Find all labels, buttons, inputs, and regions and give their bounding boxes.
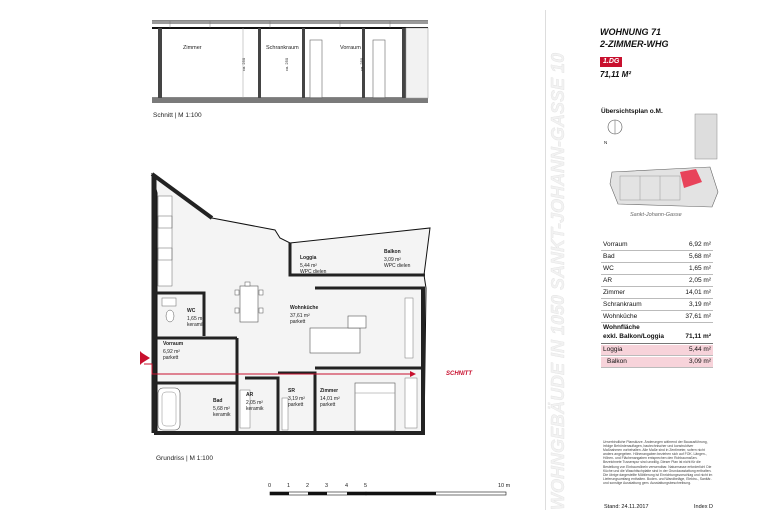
total-label-2: exkl. Balkon/Loggia [603,333,665,340]
vorraum-floor: parkett [163,355,179,361]
area-name: Schrankraum [603,301,642,308]
balkon-area: 3,09 m² [384,257,401,263]
vertical-banner [536,10,578,510]
wc-name: WC [187,308,196,314]
vorraum-name: Vorraum [163,341,184,347]
area-row-schrankraum [601,300,713,311]
area-row-zimmer [601,288,713,299]
index-label: Index D [694,504,713,510]
area-row-wc [601,264,713,275]
area-value: 3,19 m² [688,301,711,308]
area-name: Vorraum [603,241,628,248]
wohnkueche-floor: parkett [290,319,306,325]
area-value: 1,65 m² [688,265,711,272]
vertical-banner-text: WOHNGEBÄUDE IN 1050 SANKT-JOHANN-GASSE 10 [548,52,568,510]
balkon-floor: WPC dielen [384,263,411,269]
area-value: 2,05 m² [688,277,711,284]
zimmer-name: Zimmer [320,388,339,394]
sr-area: 3,19 m² [288,396,305,402]
zimmer-floor: parkett [320,402,336,408]
total-label-1: Wohnfläche [603,324,640,331]
section-room-2: Schrankraum [266,45,299,51]
ar-floor: keramik [246,406,264,412]
plan-caption: Grundriss | M 1:100 [156,455,213,462]
apartment-area: 71,11 M² [600,70,631,79]
area-name: AR [603,277,613,284]
north-label: N [604,140,608,145]
scale-bar [265,490,515,502]
area-name: Bad [603,253,615,260]
area-row-wohnkueche [601,312,713,323]
area-name: Wohnküche [603,313,638,320]
schnitt-label: SCHNITT [446,371,472,377]
balkon-name: Balkon [384,249,401,255]
apartment-type: 2-ZIMMER-WHG [600,39,669,49]
section-drawing [150,18,440,118]
scale-tick-5: 5 [364,483,368,489]
loggia-floor: WPC dielen [300,269,327,275]
section-height-1: ca. 250 [241,57,247,72]
wc-floor: keramik [187,322,205,328]
area-value: 3,09 m² [688,358,711,365]
section-height-3: ca. 250 [359,57,365,72]
date-stamp: Stand: 24.11.2017 [604,504,649,510]
area-row-vorraum [601,240,713,251]
overview-title: Übersichtsplan o.M. [601,108,663,115]
street-label: Sankt-Johann-Gasse [630,212,682,218]
bad-name: Bad [213,398,223,404]
section-room-3: Vorraum [340,45,361,51]
area-value: 14,01 m² [685,289,711,296]
apartment-title: WOHNUNG 71 [600,27,662,37]
area-name: WC [603,265,614,272]
scale-tick-4: 4 [345,483,349,489]
area-row-balkon [601,357,713,368]
total-value: 71,11 m² [685,333,711,340]
wc-area: 1,65 m² [187,316,204,322]
area-name: Loggia [603,346,623,353]
area-row-ar [601,276,713,287]
scale-tick-0: 0 [268,483,272,489]
section-caption: Schnitt | M 1:100 [153,112,202,119]
floor-badge-text: 1.DG [603,58,620,65]
scale-tick-2: 2 [306,483,310,489]
total-row [601,323,713,344]
sr-floor: parkett [288,402,304,408]
section-height-2: ca. 250 [284,57,290,72]
area-name: Balkon [607,358,627,365]
loggia-name: Loggia [300,255,317,261]
floor-badge [600,57,622,67]
wohnkueche-name: Wohnküche [290,305,319,311]
scale-tick-3: 3 [325,483,329,489]
area-value: 37,61 m² [685,313,711,320]
area-row-loggia [601,345,713,356]
area-value: 5,68 m² [688,253,711,260]
area-value: 5,44 m² [688,346,711,353]
vorraum-area: 6,92 m² [163,349,180,355]
bad-area: 5,68 m² [213,406,230,412]
loggia-area: 5,44 m² [300,263,317,269]
area-value: 6,92 m² [688,241,711,248]
section-room-1: Zimmer [183,45,202,51]
area-name: Zimmer [603,289,626,296]
ar-name: AR [246,392,254,398]
wohnkueche-area: 37,61 m² [290,313,310,319]
overview-map [600,112,720,222]
scale-end: 10 m [498,483,511,489]
scale-tick-1: 1 [287,483,291,489]
sr-name: SR [288,388,295,394]
ar-area: 2,05 m² [246,400,263,406]
bad-floor: keramik [213,412,231,418]
disclaimer-text: Unverbindliche Planskizze. Änderungen während der Bauausführung, infolge Behördenauflagen, bautechnischer und konstruktiver Maßnahmen vorbehalten. Alle Maße sind in Zentimeter, sofern nicht anders angegeben. Höhenangaben beziehen sich auf FOK. Längen-, Höhen- und Flächenangaben entsprechen den Rohbaumaßen. Bezeichnete Tusserspur sind unwillig. Dieser Plan ist nicht für die Bestellung von Einbaumöbeln verwendbar. Naturmasse erforderlich! Die Küche und die Waschtischplatte sind in der Grundausstattung enthalten. Die übrige dargestellte Möblierung ist Einrichtungsvorschlag und nicht im Lieferungsumfang enthalten. Boden- und Wandbeläge, Elektro-, Sanitär- und sonstige Ausstattung gem. Ausstattungsbeschreibung. [603,440,713,485]
area-row-bad [601,252,713,263]
zimmer-area: 14,01 m² [320,396,340,402]
